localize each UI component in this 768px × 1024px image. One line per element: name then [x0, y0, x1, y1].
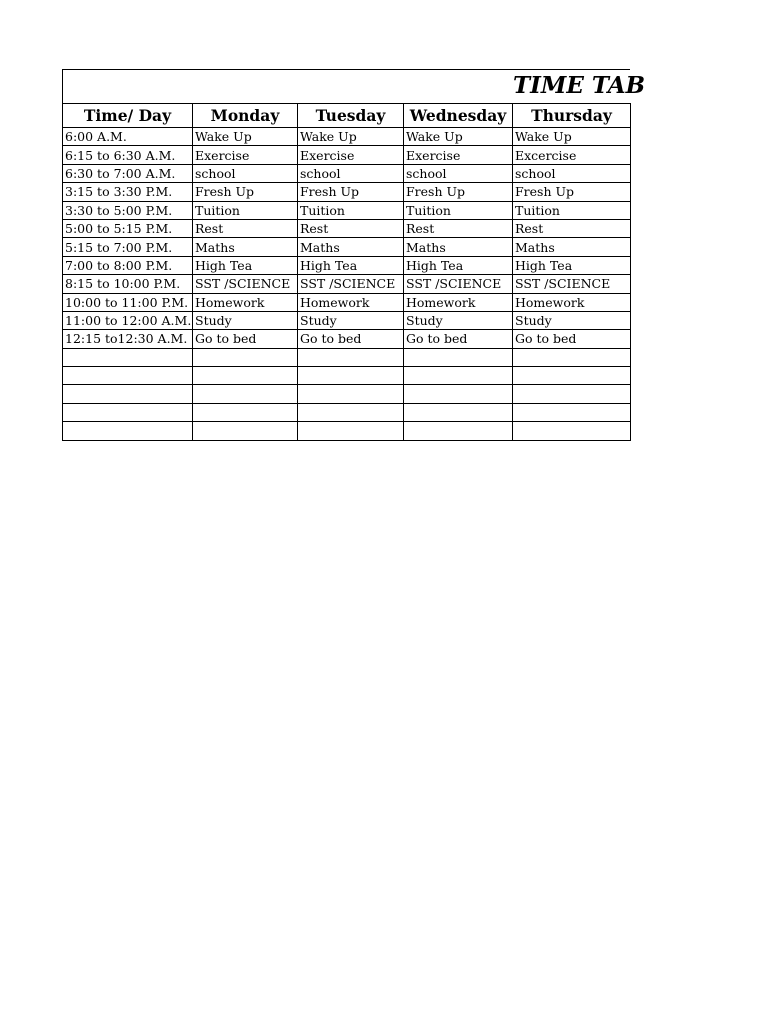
- table-row: [63, 403, 631, 421]
- wednesday-cell[interactable]: SST /SCIENCE: [404, 275, 513, 293]
- time-cell[interactable]: 5:15 to 7:00 P.M.: [63, 238, 193, 256]
- time-cell[interactable]: [63, 422, 193, 440]
- table-row: [63, 367, 631, 385]
- wednesday-cell[interactable]: [404, 403, 513, 421]
- tuesday-cell[interactable]: High Tea: [298, 256, 404, 274]
- header-monday[interactable]: Monday: [193, 104, 298, 128]
- wednesday-cell[interactable]: Wake Up: [404, 128, 513, 146]
- page-title: TIME TAB: [513, 72, 646, 99]
- tuesday-cell[interactable]: Tuition: [298, 201, 404, 219]
- tuesday-cell[interactable]: [298, 367, 404, 385]
- table-row: [63, 275, 631, 293]
- table-row: [63, 164, 631, 182]
- monday-cell[interactable]: [193, 422, 298, 440]
- monday-cell[interactable]: [193, 348, 298, 366]
- tuesday-cell[interactable]: Rest: [298, 219, 404, 237]
- header-tuesday[interactable]: Tuesday: [298, 104, 404, 128]
- timetable-sheet: [62, 69, 646, 441]
- thursday-cell[interactable]: [513, 367, 631, 385]
- time-cell[interactable]: 6:15 to 6:30 A.M.: [63, 146, 193, 164]
- wednesday-cell[interactable]: Go to bed: [404, 330, 513, 348]
- thursday-cell[interactable]: [513, 403, 631, 421]
- thursday-cell[interactable]: Wake Up: [513, 128, 631, 146]
- monday-cell[interactable]: [193, 367, 298, 385]
- thursday-cell[interactable]: [513, 385, 631, 403]
- time-cell[interactable]: [63, 403, 193, 421]
- thursday-cell[interactable]: Excercise: [513, 146, 631, 164]
- wednesday-cell[interactable]: [404, 348, 513, 366]
- tuesday-cell[interactable]: [298, 422, 404, 440]
- monday-cell[interactable]: Wake Up: [193, 128, 298, 146]
- thursday-cell[interactable]: Homework: [513, 293, 631, 311]
- wednesday-cell[interactable]: [404, 422, 513, 440]
- table-row: [63, 348, 631, 366]
- monday-cell[interactable]: High Tea: [193, 256, 298, 274]
- timetable-body: [63, 128, 631, 441]
- tuesday-cell[interactable]: Fresh Up: [298, 183, 404, 201]
- monday-cell[interactable]: Homework: [193, 293, 298, 311]
- monday-cell[interactable]: Tuition: [193, 201, 298, 219]
- wednesday-cell[interactable]: Exercise: [404, 146, 513, 164]
- time-cell[interactable]: [63, 348, 193, 366]
- time-cell[interactable]: 8:15 to 10:00 P.M.: [63, 275, 193, 293]
- wednesday-cell[interactable]: [404, 367, 513, 385]
- header-thursday[interactable]: Thursday: [513, 104, 631, 128]
- wednesday-cell[interactable]: school: [404, 164, 513, 182]
- time-cell[interactable]: 11:00 to 12:00 A.M.: [63, 311, 193, 329]
- monday-cell[interactable]: school: [193, 164, 298, 182]
- time-cell[interactable]: 6:30 to 7:00 A.M.: [63, 164, 193, 182]
- monday-cell[interactable]: Study: [193, 311, 298, 329]
- table-row: [63, 238, 631, 256]
- header-wednesday[interactable]: Wednesday: [404, 104, 513, 128]
- thursday-cell[interactable]: Rest: [513, 219, 631, 237]
- thursday-cell[interactable]: [513, 348, 631, 366]
- thursday-cell[interactable]: Maths: [513, 238, 631, 256]
- time-cell[interactable]: 3:30 to 5:00 P.M.: [63, 201, 193, 219]
- thursday-cell[interactable]: Study: [513, 311, 631, 329]
- table-row: [63, 385, 631, 403]
- time-cell[interactable]: 12:15 to12:30 A.M.: [63, 330, 193, 348]
- table-row: [63, 256, 631, 274]
- monday-cell[interactable]: [193, 385, 298, 403]
- table-row: [63, 422, 631, 440]
- wednesday-cell[interactable]: Homework: [404, 293, 513, 311]
- tuesday-cell[interactable]: SST /SCIENCE: [298, 275, 404, 293]
- monday-cell[interactable]: [193, 403, 298, 421]
- wednesday-cell[interactable]: Study: [404, 311, 513, 329]
- tuesday-cell[interactable]: Study: [298, 311, 404, 329]
- monday-cell[interactable]: Rest: [193, 219, 298, 237]
- header-row: [63, 104, 631, 128]
- tuesday-cell[interactable]: [298, 348, 404, 366]
- header-time-day[interactable]: Time/ Day: [63, 104, 193, 128]
- table-row: [63, 183, 631, 201]
- tuesday-cell[interactable]: Wake Up: [298, 128, 404, 146]
- timetable: [62, 103, 631, 441]
- tuesday-cell[interactable]: [298, 403, 404, 421]
- thursday-cell[interactable]: [513, 422, 631, 440]
- time-cell[interactable]: [63, 385, 193, 403]
- wednesday-cell[interactable]: High Tea: [404, 256, 513, 274]
- monday-cell[interactable]: Fresh Up: [193, 183, 298, 201]
- table-row: [63, 219, 631, 237]
- wednesday-cell[interactable]: Tuition: [404, 201, 513, 219]
- thursday-cell[interactable]: school: [513, 164, 631, 182]
- time-cell[interactable]: 7:00 to 8:00 P.M.: [63, 256, 193, 274]
- wednesday-cell[interactable]: Fresh Up: [404, 183, 513, 201]
- tuesday-cell[interactable]: [298, 385, 404, 403]
- table-row: [63, 293, 631, 311]
- wednesday-cell[interactable]: Rest: [404, 219, 513, 237]
- time-cell[interactable]: 3:15 to 3:30 P.M.: [63, 183, 193, 201]
- monday-cell[interactable]: Exercise: [193, 146, 298, 164]
- thursday-cell[interactable]: High Tea: [513, 256, 631, 274]
- tuesday-cell[interactable]: Homework: [298, 293, 404, 311]
- time-cell[interactable]: 6:00 A.M.: [63, 128, 193, 146]
- thursday-cell[interactable]: Fresh Up: [513, 183, 631, 201]
- table-row: [63, 330, 631, 348]
- thursday-cell[interactable]: SST /SCIENCE: [513, 275, 631, 293]
- wednesday-cell[interactable]: [404, 385, 513, 403]
- tuesday-cell[interactable]: school: [298, 164, 404, 182]
- wednesday-cell[interactable]: Maths: [404, 238, 513, 256]
- time-cell[interactable]: 10:00 to 11:00 P.M.: [63, 293, 193, 311]
- monday-cell[interactable]: Maths: [193, 238, 298, 256]
- monday-cell[interactable]: Go to bed: [193, 330, 298, 348]
- title-row: [62, 69, 646, 103]
- monday-cell[interactable]: SST /SCIENCE: [193, 275, 298, 293]
- time-cell[interactable]: 5:00 to 5:15 P.M.: [63, 219, 193, 237]
- thursday-cell[interactable]: Go to bed: [513, 330, 631, 348]
- tuesday-cell[interactable]: Go to bed: [298, 330, 404, 348]
- time-cell[interactable]: [63, 367, 193, 385]
- table-row: [63, 128, 631, 146]
- thursday-cell[interactable]: Tuition: [513, 201, 631, 219]
- table-row: [63, 146, 631, 164]
- table-row: [63, 201, 631, 219]
- tuesday-cell[interactable]: Exercise: [298, 146, 404, 164]
- table-row: [63, 311, 631, 329]
- tuesday-cell[interactable]: Maths: [298, 238, 404, 256]
